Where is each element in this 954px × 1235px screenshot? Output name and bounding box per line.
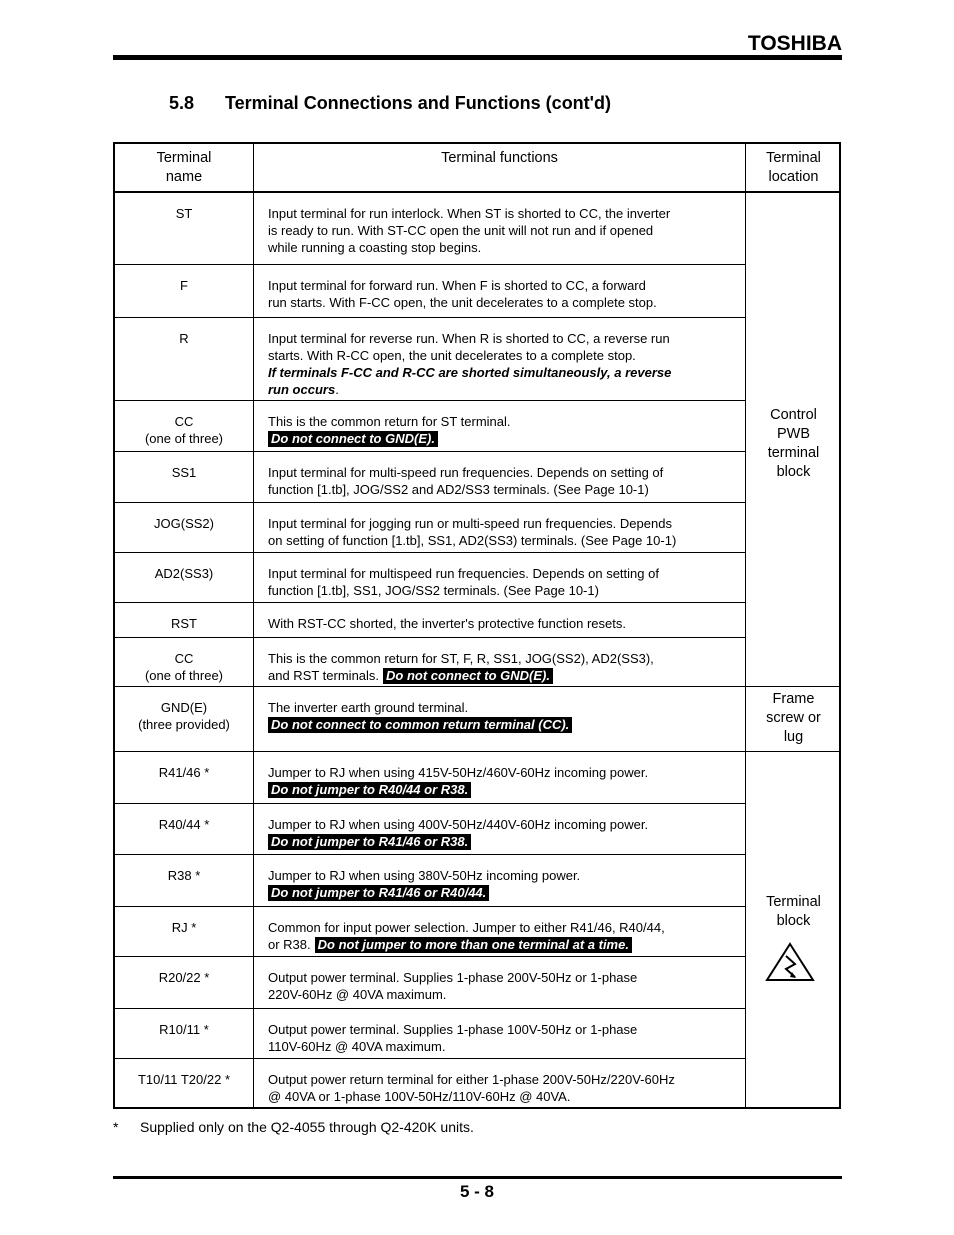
header-rule <box>115 191 839 193</box>
terminal-name: T10/11 T20/22 * <box>137 1072 231 1087</box>
warning-label: Do not connect to GND(E). <box>383 668 553 684</box>
row-divider <box>115 317 746 318</box>
terminal-function-cell <box>268 464 738 498</box>
terminal-name-cell <box>115 816 253 833</box>
location-label: terminal <box>767 445 820 461</box>
terminal-name-cell <box>115 330 253 347</box>
terminal-name-cell <box>115 1021 253 1038</box>
function-text: 220V-60Hz @ 40VA maximum. <box>268 987 447 1002</box>
function-text-with-warning <box>268 936 738 953</box>
terminal-location-cell <box>746 690 841 747</box>
header-line: location <box>768 169 819 185</box>
terminal-name: R38 * <box>167 868 201 883</box>
row-divider <box>115 956 746 957</box>
warning-line <box>268 884 738 901</box>
terminal-function-cell <box>268 277 738 311</box>
function-text: Jumper to RJ when using 415V-50Hz/460V-60Hz incoming power. <box>268 765 649 780</box>
terminal-name: (three provided) <box>138 717 230 732</box>
terminal-name-cell <box>115 867 253 884</box>
function-text: Output power terminal. Supplies 1-phase 100V-50Hz or 1-phase <box>268 1022 638 1037</box>
function-emphasis <box>268 381 738 398</box>
function-text: on setting of function [1.tb], SS1, AD2(SS3) terminals. (See Page 10-1) <box>268 533 677 548</box>
function-text: Input terminal for multispeed run frequencies. Depends on setting of <box>268 566 659 581</box>
function-text: With RST-CC shorted, the inverter's protective function resets. <box>268 616 626 631</box>
location-label: block <box>776 464 811 480</box>
header-terminal-name <box>115 149 253 187</box>
function-text: Common for input power selection. Jumper to either R41/46, R40/44, <box>268 920 665 935</box>
function-text: Jumper to RJ when using 400V-50Hz/440V-60Hz incoming power. <box>268 817 649 832</box>
row-divider <box>115 264 746 265</box>
function-text: Output power return terminal for either 1-phase 200V-50Hz/220V-60Hz <box>268 1072 675 1087</box>
row-divider <box>115 1058 746 1059</box>
terminal-name: ST <box>175 206 193 221</box>
terminal-name: RJ * <box>171 920 197 935</box>
terminal-name-cell <box>115 205 253 222</box>
header-terminal-location <box>746 149 841 187</box>
terminal-function-cell <box>268 1021 738 1055</box>
warning-line <box>268 833 738 850</box>
terminal-name-cell <box>115 515 253 532</box>
terminal-name: GND(E) <box>160 700 208 715</box>
terminal-name: SS1 <box>171 465 197 480</box>
location-label: Terminal <box>766 894 821 910</box>
function-text: This is the common return for ST, F, R, SS1, JOG(SS2), AD2(SS3), <box>268 651 654 666</box>
terminal-name: R20/22 * <box>158 970 210 985</box>
terminal-name-cell <box>115 464 253 481</box>
terminal-name-cell <box>115 969 253 986</box>
brand-logo: TOSHIBA <box>747 32 842 55</box>
terminal-name-cell <box>115 277 253 294</box>
section-title-text: Terminal Connections and Functions (cont'd) <box>225 93 611 113</box>
terminal-name-cell <box>115 764 253 781</box>
warning-label: Do not jumper to R40/44 or R38. <box>268 782 471 798</box>
footer-rule <box>113 1176 842 1179</box>
function-text: and RST terminals. <box>268 668 380 683</box>
terminal-function-cell <box>268 919 738 953</box>
terminal-name: JOG(SS2) <box>154 516 214 531</box>
terminal-name: R40/44 * <box>158 817 210 832</box>
terminal-name-cell <box>115 1071 253 1088</box>
terminal-name: F <box>180 278 188 293</box>
row-divider <box>115 602 746 603</box>
terminal-function-cell <box>268 565 738 599</box>
row-divider <box>115 400 746 401</box>
terminal-name: CC <box>174 414 194 429</box>
function-text: function [1.tb], JOG/SS2 and AD2/SS3 terminals. (See Page 10-1) <box>268 482 649 497</box>
terminal-function-cell <box>268 699 738 733</box>
terminal-function-cell <box>268 816 738 850</box>
terminal-name: AD2(SS3) <box>154 566 214 581</box>
terminal-function-cell <box>268 515 738 549</box>
terminal-name-cell <box>115 413 253 447</box>
function-text: This is the common return for ST terminal. <box>268 414 511 429</box>
terminal-name-cell <box>115 919 253 936</box>
terminal-name: RST <box>171 616 197 631</box>
row-divider <box>115 637 746 638</box>
function-text: function [1.tb], SS1, JOG/SS2 terminals. (See Page 10-1) <box>268 583 599 598</box>
function-text: Input terminal for jogging run or multi-speed run frequencies. Depends <box>268 516 672 531</box>
section-number: 5.8 <box>169 93 195 113</box>
terminal-name-cell <box>115 565 253 582</box>
terminal-location-cell <box>746 406 841 482</box>
row-divider <box>115 686 839 687</box>
terminal-name-cell <box>115 699 253 733</box>
terminal-name: R41/46 * <box>158 765 210 780</box>
function-text: Jumper to RJ when using 380V-50Hz incoming power. <box>268 868 581 883</box>
function-text-with-warning <box>268 667 738 684</box>
footnote <box>113 1119 474 1135</box>
row-divider <box>115 854 746 855</box>
header-line: Terminal <box>766 150 821 166</box>
terminal-name: (one of three) <box>144 431 224 446</box>
emphasis-text: If terminals F-CC and R-CC are shorted simultaneously, a reverse <box>268 365 672 380</box>
terminal-name-cell <box>115 615 253 632</box>
function-text: starts. With R-CC open, the unit decelerates to a complete stop. <box>268 348 636 363</box>
function-text: Input terminal for forward run. When F is shorted to CC, a forward <box>268 278 646 293</box>
terminal-name: R <box>179 331 189 346</box>
location-label: Control <box>770 407 817 423</box>
terminal-function-cell <box>268 764 738 798</box>
warning-line <box>268 716 738 733</box>
row-divider <box>115 451 746 452</box>
terminal-table <box>113 142 841 1109</box>
row-divider <box>115 906 746 907</box>
function-text: Input terminal for reverse run. When R is shorted to CC, a reverse run <box>268 331 670 346</box>
function-text: or R38. <box>268 937 311 952</box>
terminal-function-cell <box>268 1071 738 1105</box>
terminal-function-cell <box>268 413 738 447</box>
warning-line <box>268 430 738 447</box>
location-label: lug <box>783 729 804 745</box>
location-label: block <box>776 913 811 929</box>
function-text: is ready to run. With ST-CC open the unit will not run and if opened <box>268 223 654 238</box>
row-divider <box>115 751 839 752</box>
terminal-function-cell <box>268 969 738 1003</box>
header-line: name <box>165 169 203 185</box>
terminal-function-cell <box>268 615 738 632</box>
page-number: 5 - 8 <box>459 1182 495 1201</box>
row-divider <box>115 803 746 804</box>
terminal-name: R10/11 * <box>159 1022 209 1037</box>
function-text: @ 40VA or 1-phase 100V-50Hz/110V-60Hz @ 40VA. <box>268 1089 571 1104</box>
row-divider <box>115 552 746 553</box>
terminal-function-cell <box>268 867 738 901</box>
emphasis-text: run occurs <box>268 382 336 397</box>
warning-line <box>268 781 738 798</box>
function-emphasis <box>268 364 738 381</box>
section-title <box>169 93 611 114</box>
terminal-name: CC <box>174 651 194 666</box>
footnote-text: Supplied only on the Q2-4055 through Q2-420K units. <box>140 1119 474 1135</box>
warning-label: Do not connect to common return terminal (CC). <box>268 717 572 733</box>
warning-label: Do not jumper to more than one terminal at a time. <box>315 937 632 953</box>
location-label: screw or <box>766 710 821 726</box>
function-text: while running a coasting stop begins. <box>268 240 482 255</box>
terminal-function-cell <box>268 205 738 256</box>
high-voltage-warning-icon <box>765 942 815 982</box>
function-text: Output power terminal. Supplies 1-phase 200V-50Hz or 1-phase <box>268 970 638 985</box>
warning-label: Do not jumper to R41/46 or R38. <box>268 834 471 850</box>
header-terminal-functions: Terminal functions <box>441 150 558 166</box>
warning-label: Do not connect to GND(E). <box>268 431 438 447</box>
header-line: Terminal <box>156 150 212 166</box>
location-label: Frame <box>772 691 815 707</box>
function-text: Input terminal for run interlock. When ST is shorted to CC, the inverter <box>268 206 671 221</box>
function-text: The inverter earth ground terminal. <box>268 700 469 715</box>
warning-label: Do not jumper to R41/46 or R40/44. <box>268 885 489 901</box>
terminal-function-cell <box>268 330 738 398</box>
column-divider <box>253 144 254 1107</box>
emphasis-end: . <box>335 382 339 397</box>
terminal-name: (one of three) <box>144 668 224 683</box>
row-divider <box>115 502 746 503</box>
footnote-marker: * <box>113 1119 119 1135</box>
header-rule <box>113 55 842 60</box>
terminal-name-cell <box>115 650 253 684</box>
column-divider <box>745 144 746 1107</box>
terminal-location-cell <box>746 893 841 931</box>
function-text: Input terminal for multi-speed run frequencies. Depends on setting of <box>268 465 664 480</box>
function-text: 110V-60Hz @ 40VA maximum. <box>268 1039 446 1054</box>
function-text: run starts. With F-CC open, the unit decelerates to a complete stop. <box>268 295 657 310</box>
terminal-function-cell <box>268 650 738 684</box>
location-label: PWB <box>776 426 811 442</box>
row-divider <box>115 1008 746 1009</box>
